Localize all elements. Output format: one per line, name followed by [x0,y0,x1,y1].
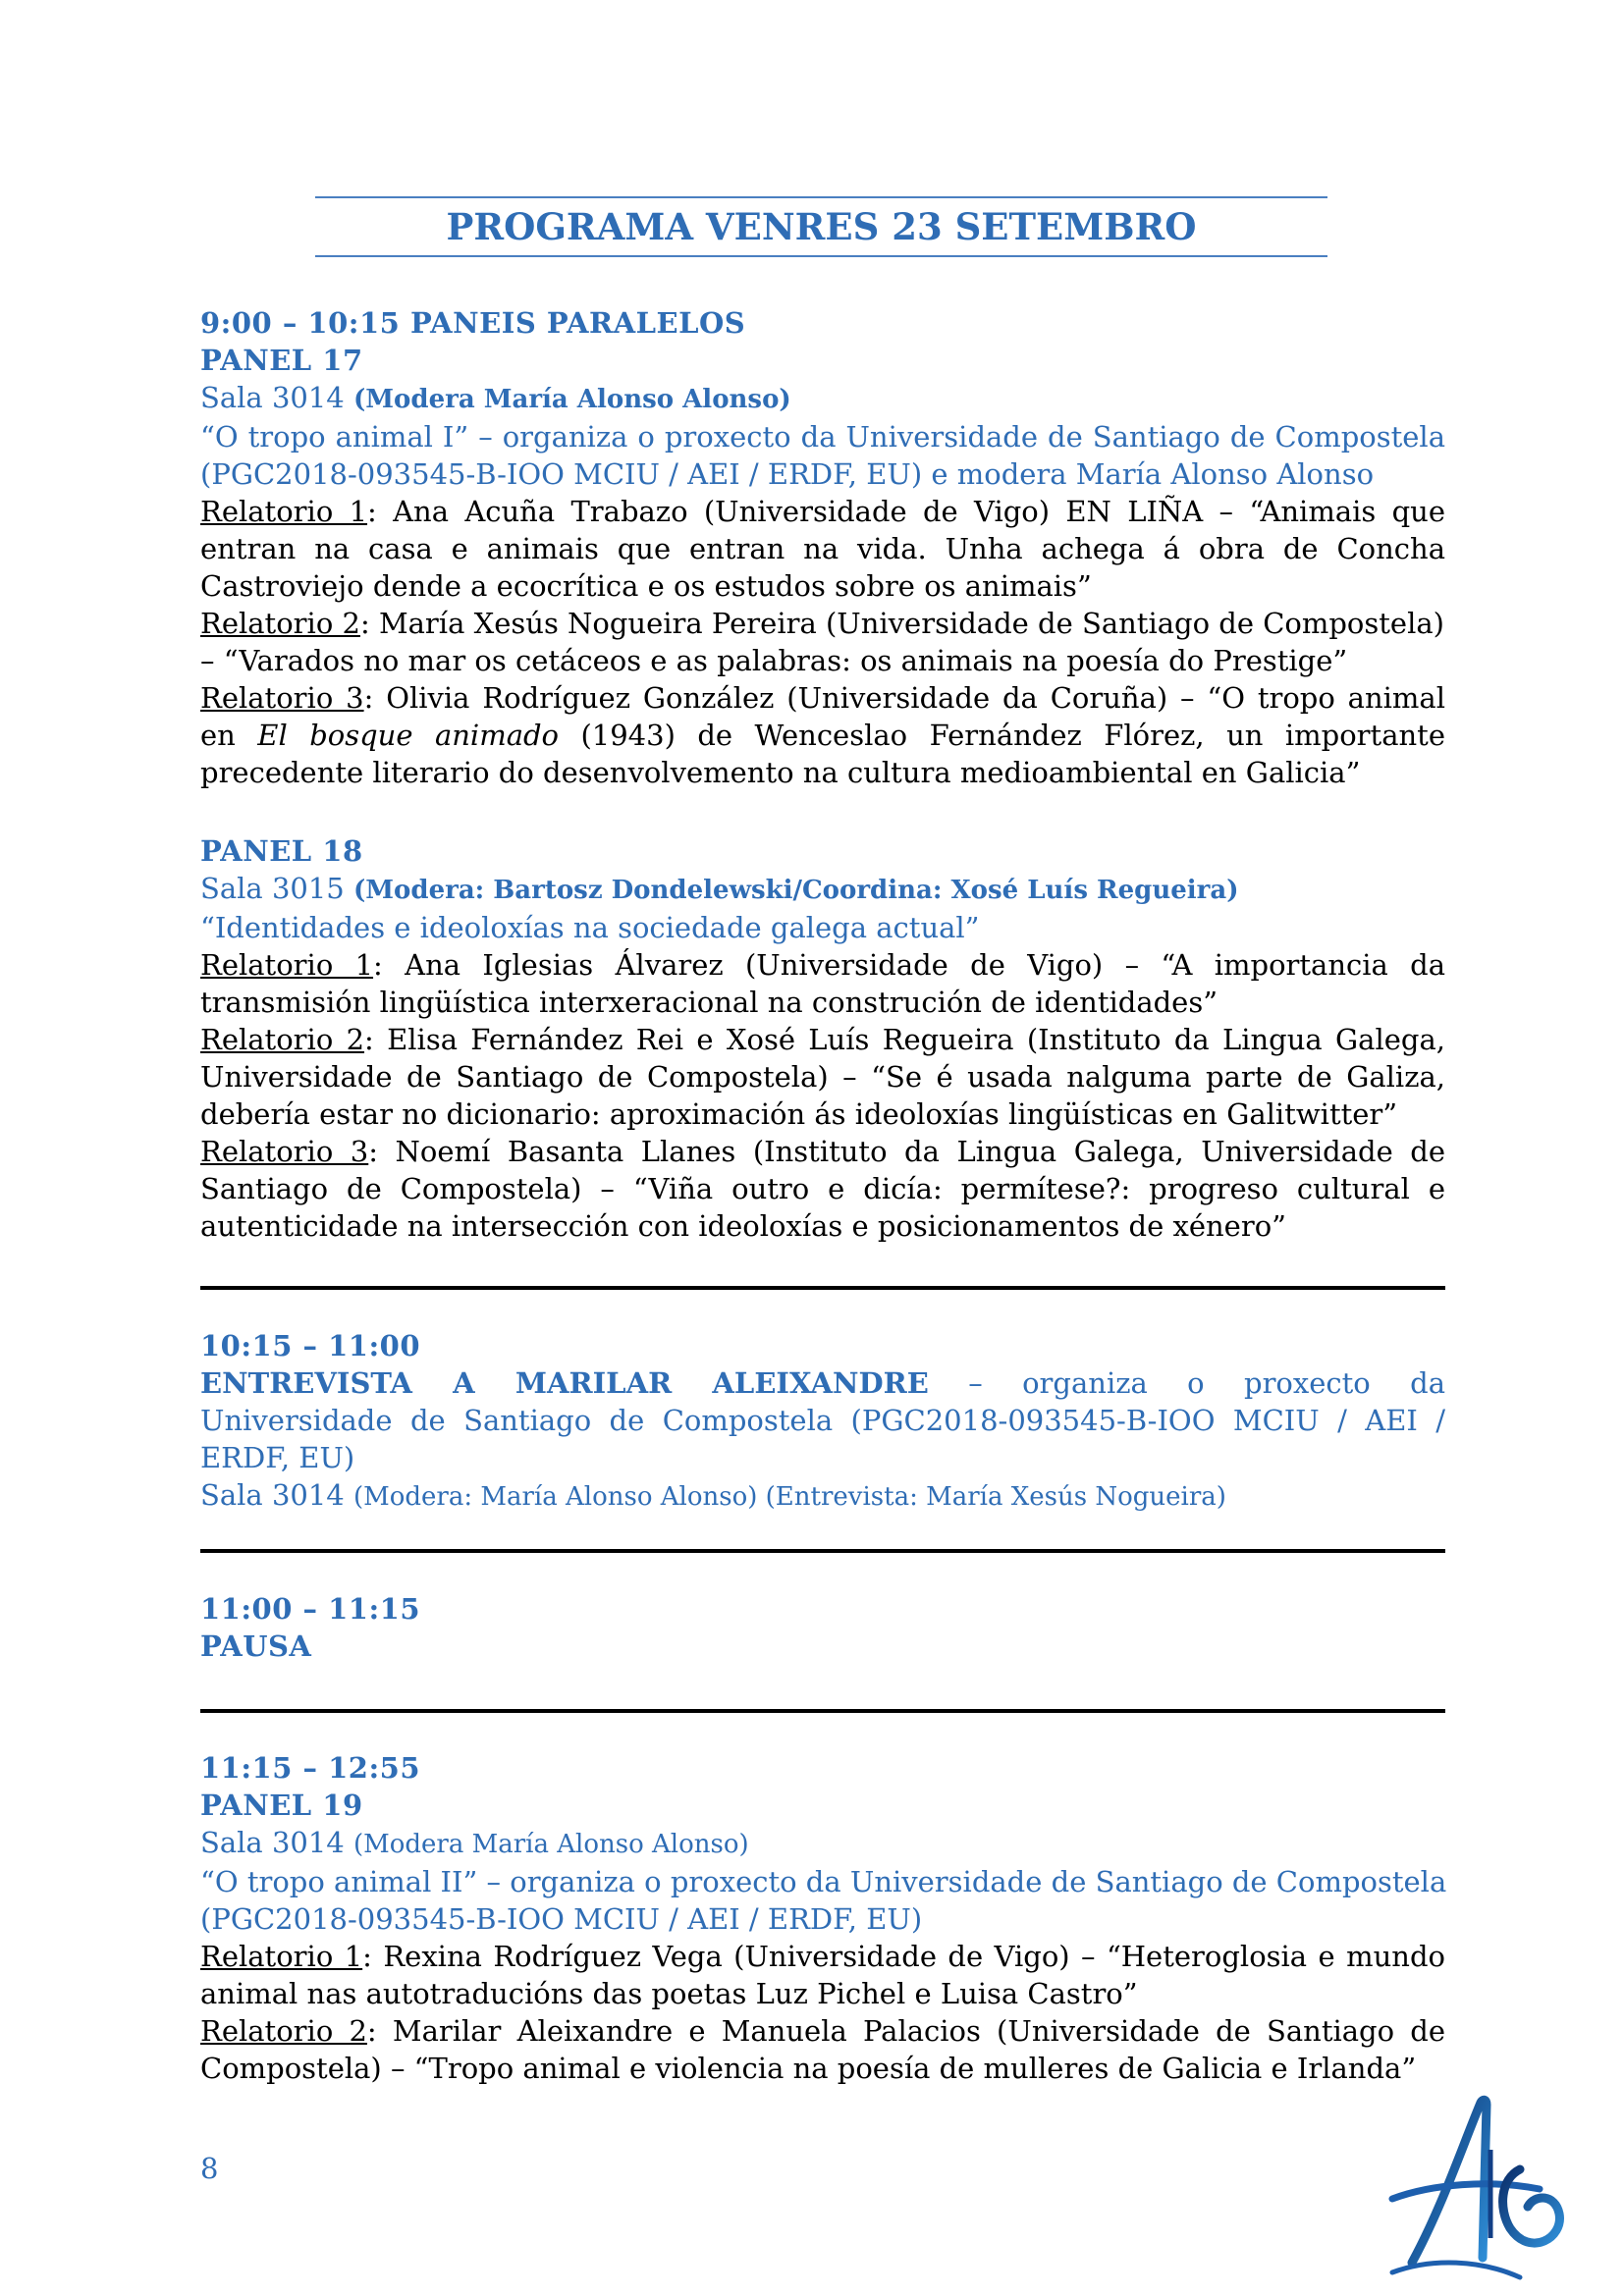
panel-17-room-line [200,379,1445,418]
relatorio-label: Relatorio 1 [200,948,374,982]
relatorio-text: : Elisa Fernández Rei e Xosé Luís Regueira (Instituto da Lingua Galega, [364,1023,1445,1056]
interview-name: ENTREVISTA A MARILAR ALEIXANDRE [200,1366,929,1400]
relatorio-line [200,717,1445,754]
panel-19-topic-2: (PGC2018-093545-B-IOO MCIU / AEI / ERDF, EU) [200,1902,923,1936]
panel-18 [200,832,1445,1245]
relatorio-text: : Rexina Rodríguez Vega (Universidade de Vigo) – “Heteroglosia e mundo [362,1940,1445,1973]
relatorio-line: debería estar no dicionario: aproximación ás ideoloxías lingüísticas en Galitwitter” [200,1097,1398,1131]
relatorio-label: Relatorio 2 [200,1023,365,1056]
title-block [315,196,1327,257]
interview-title [200,1364,1445,1402]
panel-18-relatorio-1 [200,946,1445,984]
relatorio-label: Relatorio 1 [200,495,368,528]
interview-line: ERDF, EU) [200,1441,355,1474]
panel-17-relatorio-3 [200,679,1445,717]
session-time: 11:00 – 11:15 [200,1592,421,1626]
section-divider [200,1286,1445,1290]
relatorio-line: animal nas autotraducións das poetas Luz Pichel e Luisa Castro” [200,1977,1138,2010]
pause-label: PAUSA [200,1629,312,1663]
room: Sala 3014 [200,1826,345,1859]
panel-19-relatorio-1 [200,1938,1445,1975]
panel-17-name: PANEL 17 [200,344,363,377]
relatorio-label: Relatorio 3 [200,681,364,715]
panel-17-topic-1: “O tropo animal I” – organiza o proxecto da Universidade de Santiago de Compostela [200,420,1445,454]
relatorio-text: : Marilar Aleixandre e Manuela Palacios (Universidade de Santiago de [366,2014,1445,2048]
session-time: 9:00 – 10:15 PANEIS PARALELOS [200,306,746,340]
relatorio-text: : María Xesús Nogueira Pereira (Universidade de Santiago de Compostela) [359,607,1444,640]
text: en [200,719,258,752]
relatorio-label: Relatorio 3 [200,1135,369,1168]
relatorio-text: : Ana Iglesias Álvarez (Universidade de Vigo) – “A importancia da [373,948,1445,982]
moderator: (Modera: María Alonso Alonso) (Entrevista: María Xesús Nogueira) [352,1482,1226,1512]
session-panel-19 [200,1749,1445,2087]
text: (1943) de Wenceslao Fernández Flórez, un importante [559,719,1445,752]
relatorio-line: Castroviejo dende a ecocrítica e os estudos sobre os animais” [200,569,1092,603]
relatorio-text: : Noemí Basanta Llanes (Instituto da Lingua Galega, Universidade de [368,1135,1445,1168]
panel-19-relatorio-2 [200,2012,1445,2050]
page-title: PROGRAMA VENRES 23 SETEMBRO [446,205,1197,248]
session-pause [200,1590,1445,1665]
session-time: 10:15 – 11:00 [200,1329,421,1362]
panel-18-topic: “Identidades e ideoloxías na sociedade galega actual” [200,911,980,944]
relatorio-line: entran na casa e animais que entran na vida. Unha achega á obra de Concha [200,532,1445,565]
relatorio-text: : Olivia Rodríguez González (Universidade da Coruña) – “O tropo animal [363,681,1445,715]
session-interview [200,1327,1445,1516]
interview-room-line [200,1476,1445,1516]
panel-18-room-line [200,870,1445,909]
panel-17-relatorio-1 [200,493,1445,530]
panel-17-topic-2: (PGC2018-093545-B-IOO MCIU / AEI / ERDF, EU) e modera María Alonso Alonso [200,457,1375,491]
conference-logo [1373,2091,1579,2287]
relatorio-line: Compostela) – “Tropo animal e violencia na poesía de mulleres de Galicia e Irlanda” [200,2052,1417,2085]
relatorio-line: transmisión lingüística interxeracional na construción de identidades” [200,986,1218,1019]
moderator: (Modera: Bartosz Dondelewski/Coordina: Xosé Luís Regueira) [352,876,1239,905]
relatorio-label: Relatorio 2 [200,2014,367,2048]
relatorio-line: precedente literario do desenvolvemento na cultura medioambiental en Galicia” [200,756,1361,789]
section-divider [200,1709,1445,1713]
page-number: 8 [200,2152,219,2185]
relatorio-text: : Ana Acuña Trabazo (Universidade de Vigo) EN LIÑA – “Animais que [367,495,1445,528]
session-parallel-panels [200,304,1445,791]
title-bottom-rule [315,255,1327,257]
relatorio-label: Relatorio 2 [200,607,360,640]
room: Sala 3014 [200,381,345,414]
relatorio-label: Relatorio 1 [200,1940,363,1973]
relatorio-line: – “Varados no mar os cetáceos e as palabras: os animais na poesía do Prestige” [200,644,1348,677]
moderator: (Modera María Alonso Alonso) [352,1830,749,1859]
panel-19-topic-1: “O tropo animal II” – organiza o proxecto da Universidade de Santiago de Compostela [200,1865,1447,1898]
panel-18-relatorio-2 [200,1021,1445,1058]
interview-line: Universidade de Santiago de Compostela (PGC2018-093545-B-IOO MCIU / AEI / [200,1404,1445,1437]
section-divider [200,1549,1445,1553]
panel-18-name: PANEL 18 [200,834,363,868]
session-time: 11:15 – 12:55 [200,1751,421,1785]
panel-18-relatorio-3 [200,1133,1445,1170]
relatorio-line: Santiago de Compostela) – “Viña outro e dicía: permítese?: progreso cultural e [200,1172,1445,1205]
panel-19-room-line [200,1824,1445,1863]
room: Sala 3015 [200,872,345,905]
room: Sala 3014 [200,1478,345,1512]
book-title: El bosque animado [257,719,560,752]
moderator: (Modera María Alonso Alonso) [352,385,791,414]
text: – organiza o proxecto da [928,1366,1445,1400]
relatorio-line: autenticidade na intersección con ideoloxías e posicionamentos de xénero” [200,1209,1286,1243]
relatorio-line: Universidade de Santiago de Compostela) – “Se é usada nalguma parte de Galiza, [200,1060,1445,1094]
panel-19-name: PANEL 19 [200,1789,363,1822]
panel-17-relatorio-2 [200,605,1445,642]
